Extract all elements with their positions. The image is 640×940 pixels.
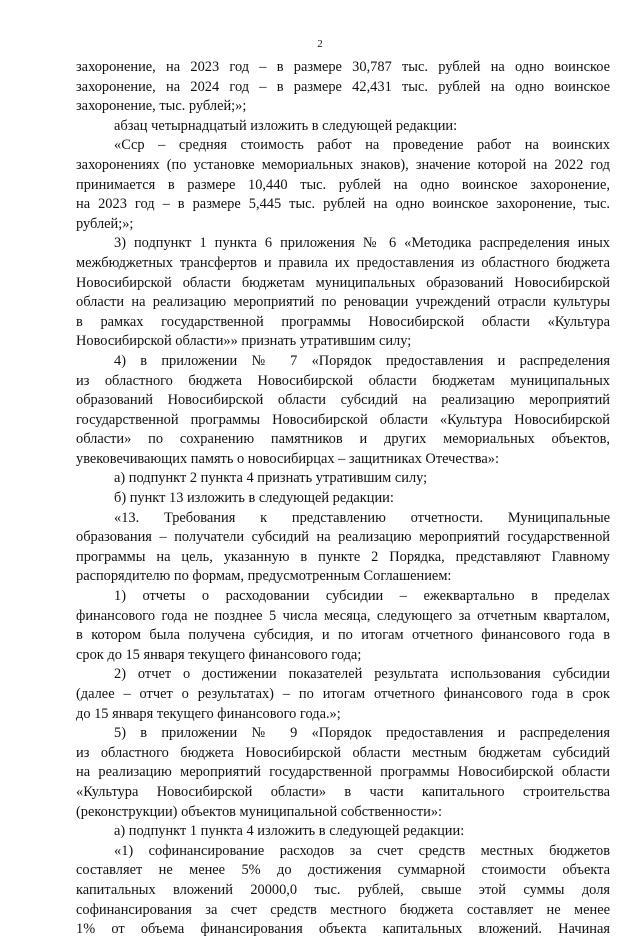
text-line: области» по сохранению памятников и других мемориальных объектов, <box>76 431 610 448</box>
text-line: а) подпункт 1 пункта 4 изложить в следующей редакции: <box>114 823 465 840</box>
text-line: на реализацию мероприятий государственной программы Новосибирской области <box>76 764 610 781</box>
text-line: в рамках государственной программы Новосибирской области «Культура <box>76 313 610 330</box>
text-line: распорядителю по формам, предусмотренным Соглашением: <box>76 568 452 585</box>
text-line: Новосибирской области бюджетам муниципальных образований Новосибирской <box>76 274 610 291</box>
text-line: 5) в приложении № 9 «Порядок предоставления и распределения <box>114 725 610 742</box>
text-line: 1) отчеты о расходовании субсидии – ежеквартально в пределах <box>114 588 610 605</box>
text-line: государственной программы Новосибирской области «Культура Новосибирской <box>76 411 610 428</box>
text-line: 3) подпункт 1 пункта 6 приложения № 6 «Методика распределения иных <box>114 235 610 252</box>
text-line: а) подпункт 2 пункта 4 признать утратившим силу; <box>114 470 428 487</box>
text-line: срок до 15 января текущего финансового года; <box>76 646 362 663</box>
text-line: абзац четырнадцатый изложить в следующей редакции: <box>114 117 458 134</box>
text-line: захоронение, на 2023 год – в размере 30,787 тыс. рублей на одно воинское <box>76 59 610 75</box>
document-body <box>76 58 610 940</box>
text-line: финансового года не позднее 5 числа месяца, следующего за отчетным кварталом, <box>76 607 610 624</box>
page-number: 2 <box>317 38 323 50</box>
text-line: из областного бюджета Новосибирской области местным бюджетам субсидий <box>76 744 610 761</box>
text-line: принимается в размере 10,440 тыс. рублей на одно воинское захоронение, <box>76 176 610 193</box>
text-line: в котором была получена субсидия, и по итогам отчетного финансового года в <box>76 627 610 644</box>
text-line: «Культура Новосибирской области» в части капитального строительства <box>76 783 610 800</box>
text-line: 1% от объема финансирования объекта капитальных вложений. Начиная <box>76 921 610 938</box>
text-line: «Сср – средняя стоимость работ на проведение работ на воинских <box>114 137 610 154</box>
text-line: межбюджетных трансфертов и правила их предоставления из областного бюджета <box>76 254 610 271</box>
text-line: до 15 января текущего финансового года.»; <box>76 705 341 722</box>
text-line: (реконструкции) объектов муниципальной собственности»: <box>76 803 443 820</box>
text-line: из областного бюджета Новосибирской области бюджетам муниципальных <box>76 372 610 389</box>
text-line: образований Новосибирской области субсидий на реализацию мероприятий <box>76 392 610 409</box>
text-line: 4) в приложении № 7 «Порядок предоставления и распределения <box>114 352 610 369</box>
text-line: образования – получатели субсидий на реализацию мероприятий государственной <box>76 529 610 546</box>
text-line: «13. Требования к представлению отчетности. Муниципальные <box>114 509 610 526</box>
text-line: захоронение, тыс. рублей;»; <box>76 98 247 115</box>
text-line: увековечивающих память о новосибирцах – защитниках Отечества»: <box>76 450 499 467</box>
text-line: области на реализацию мероприятий по реновации учреждений отрасли культуры <box>76 294 610 311</box>
text-line: б) пункт 13 изложить в следующей редакции: <box>114 490 394 507</box>
text-line: программы на цель, указанную в пункте 2 Порядка, представляют Главному <box>76 548 610 565</box>
text-line: составляет не менее 5% до достижения суммарной стоимости объекта <box>76 862 610 879</box>
text-line: капитальных вложений 20000,0 тыс. рублей, свыше этой суммы доля <box>76 881 610 898</box>
text-line: захоронение, на 2024 год – в размере 42,431 тыс. рублей на одно воинское <box>76 78 610 95</box>
text-line: (далее – отчет о результатах) – по итогам отчетного финансового года в срок <box>76 686 610 702</box>
text-line: Новосибирской области»» признать утратившим силу; <box>76 333 412 350</box>
text-line: 2) отчет о достижении показателей результата использования субсидии <box>114 666 610 683</box>
text-line: на 2023 год – в размере 5,445 тыс. рублей на одно воинское захоронение, тыс. <box>76 196 610 213</box>
text-line: захоронениях (по установке мемориальных знаков), значение которой на 2022 год <box>76 156 610 173</box>
text-line: софинансирования за счет средств местного бюджета составляет не менее <box>76 901 610 918</box>
text-line: рублей;»; <box>76 215 134 232</box>
text-line: «1) софинансирование расходов за счет средств местных бюджетов <box>114 842 610 859</box>
